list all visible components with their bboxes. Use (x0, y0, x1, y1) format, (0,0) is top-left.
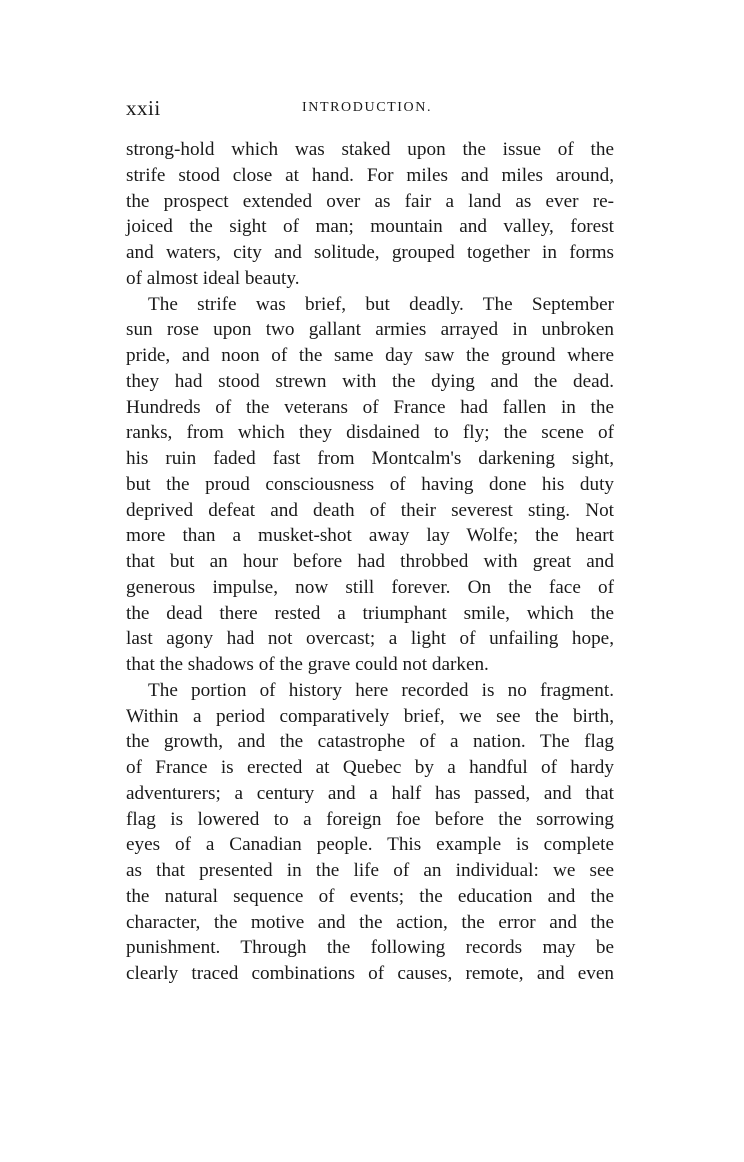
text-line: as that presented in the life of an individual: we see (126, 860, 614, 881)
text-line: Within a period comparatively brief, we see the birth, (126, 705, 614, 727)
text-line: eyes of a Canadian people. This example is complete (126, 834, 614, 856)
page-number: xxii (126, 96, 161, 120)
text-line: punishment. Through the following records may be (126, 937, 614, 959)
text-line: and waters, city and solitude, grouped together in forms (126, 242, 614, 263)
text-line: of France is erected at Quebec by a handful of hardy (126, 757, 614, 778)
text-line: the growth, and the catastrophe of a nation. The flag (126, 731, 614, 753)
text-line: sun rose upon two gallant armies arrayed in unbroken (126, 319, 614, 341)
text-line: last agony had not overcast; a light of unfailing hope, (126, 628, 614, 650)
text-line: but the proud consciousness of having done his duty (126, 473, 614, 495)
text-line: the natural sequence of events; the education and the (126, 885, 614, 907)
text-line: the dead there rested a triumphant smile, which the (126, 602, 614, 624)
text-line: that the shadows of the grave could not darken. (126, 654, 489, 675)
text-line: pride, and noon of the same day saw the ground where (126, 345, 614, 366)
text-line: strong-hold which was staked upon the issue of the (126, 139, 614, 160)
text-line: of almost ideal beauty. (126, 267, 300, 289)
text-line: the prospect extended over as fair a land as ever re- (126, 190, 614, 212)
text-line: joiced the sight of man; mountain and valley, forest (126, 216, 614, 238)
running-head (126, 96, 614, 122)
text-line: deprived defeat and death of their severest sting. Not (126, 499, 614, 521)
text-line: The strife was brief, but deadly. The September (148, 293, 614, 315)
text-line: ranks, from which they disdained to fly; the scene of (126, 422, 614, 444)
text-line: The portion of history here recorded is no fragment. (148, 679, 614, 701)
text-line: his ruin faded fast from Montcalm's darkening sight, (126, 448, 614, 469)
text-line: generous impulse, now still forever. On the face of (126, 576, 614, 598)
text-line: that but an hour before had throbbed with great and (126, 551, 614, 572)
running-title: INTRODUCTION. (302, 100, 433, 115)
text-line: character, the motive and the action, the error and the (126, 911, 614, 933)
text-line: more than a musket-shot away lay Wolfe; the heart (126, 525, 614, 547)
text-line: strife stood close at hand. For miles and miles around, (126, 164, 614, 186)
text-line: flag is lowered to a foreign foe before the sorrowing (126, 808, 614, 830)
body-text (126, 137, 614, 987)
text-line: adventurers; a century and a half has passed, and that (126, 782, 614, 804)
text-line: Hundreds of the veterans of France had fallen in the (126, 396, 614, 418)
text-line: clearly traced combinations of causes, remote, and even (126, 963, 614, 984)
text-line: they had stood strewn with the dying and the dead. (126, 370, 614, 392)
